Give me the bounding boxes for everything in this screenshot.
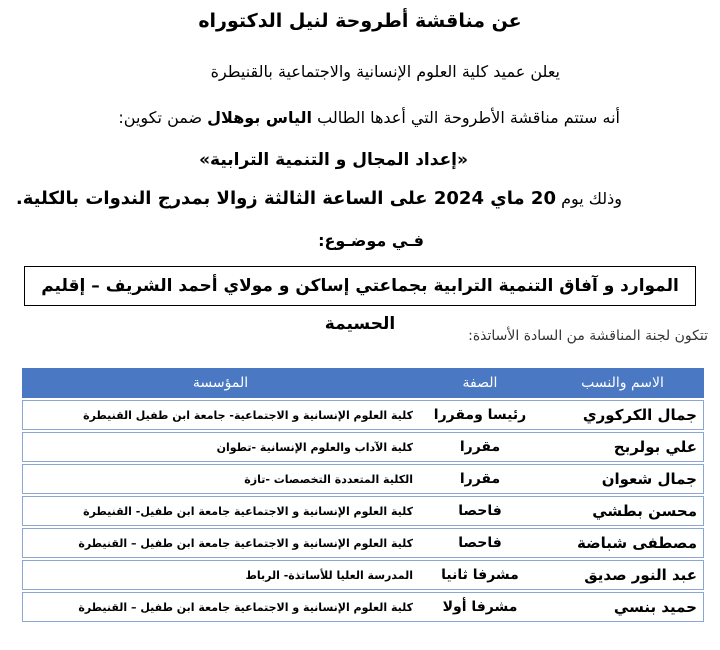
- member-role: مشرفا ثانيا: [419, 560, 541, 590]
- header-name: الاسم والنسب: [541, 368, 704, 398]
- subject-label: فـي موضـوع:: [318, 231, 424, 250]
- schedule-text: [0, 188, 622, 209]
- member-name: محسن بطشي: [541, 496, 704, 526]
- page-title: عن مناقشة أطروحة لنيل الدكتوراه: [198, 10, 522, 32]
- announcement-text: [0, 108, 620, 127]
- member-name: علي بولربح: [541, 432, 704, 462]
- student-name: الياس بوهلال: [207, 108, 313, 127]
- table-row: [22, 496, 704, 526]
- header-role: الصفة: [419, 368, 541, 398]
- member-name: جمال شعوان: [541, 464, 704, 494]
- table-row: [22, 528, 704, 558]
- table-row: [22, 592, 704, 622]
- announcement-after: ضمن تكوين:: [118, 108, 208, 127]
- member-role: مشرفا أولا: [419, 592, 541, 622]
- announcement-before: أنه ستتم مناقشة الأطروحة التي أعدها الطالب: [312, 108, 620, 127]
- committee-intro: تتكون لجنة المناقشة من السادة الأساتذة:: [468, 328, 708, 344]
- member-role: مقررا: [419, 464, 541, 494]
- member-name: عبد النور صديق: [541, 560, 704, 590]
- dean-announcement: يعلن عميد كلية العلوم الإنسانية والاجتماعية بالقنيطرة: [210, 62, 560, 81]
- table-row: [22, 400, 704, 430]
- schedule-after: على الساعة الثالثة زوالا بمدرج الندوات بالكلية.: [15, 188, 434, 209]
- thesis-program: «إعداد المجال و التنمية الترابية»: [199, 150, 468, 170]
- member-institution: كلية الآداب والعلوم الإنسانية -تطوان: [22, 432, 419, 462]
- member-institution: كلية العلوم الإنسانية و الاجتماعية جامعة ابن طفيل- القنيطرة: [22, 496, 419, 526]
- schedule-month: ماي: [483, 188, 531, 209]
- member-name: حميد بنسي: [541, 592, 704, 622]
- member-institution: الكلية المتعددة التخصصات -تازة: [22, 464, 419, 494]
- member-institution: المدرسة العليا للأساتذة- الرباط: [22, 560, 419, 590]
- member-role: مقررا: [419, 432, 541, 462]
- member-role: فاحصا: [419, 496, 541, 526]
- member-institution: كلية العلوم الإنسانية و الاجتماعية- جامعة ابن طفيل القنيطرة: [22, 400, 419, 430]
- member-institution: كلية العلوم الإنسانية و الاجتماعية جامعة ابن طفيل – القنيطرة: [22, 592, 419, 622]
- committee-table: [22, 366, 704, 624]
- member-name: مصطفى شباضة: [541, 528, 704, 558]
- table-row: [22, 432, 704, 462]
- member-role: رئيسا ومقررا: [419, 400, 541, 430]
- member-institution: كلية العلوم الإنسانية و الاجتماعية جامعة ابن طفيل – القنيطرة: [22, 528, 419, 558]
- table-row: [22, 464, 704, 494]
- header-institution: المؤسسة: [22, 368, 419, 398]
- table-row: [22, 560, 704, 590]
- schedule-day: 20: [530, 188, 556, 209]
- member-role: فاحصا: [419, 528, 541, 558]
- schedule-before: وذلك يوم: [555, 189, 622, 208]
- member-name: جمال الكركوري: [541, 400, 704, 430]
- schedule-year: 2024: [433, 188, 484, 209]
- subject-box: الموارد و آفاق التنمية الترابية بجماعتي إساكن و مولاي أحمد الشريف – إقليم الحسيمة: [24, 266, 696, 306]
- table-header-row: [22, 368, 704, 398]
